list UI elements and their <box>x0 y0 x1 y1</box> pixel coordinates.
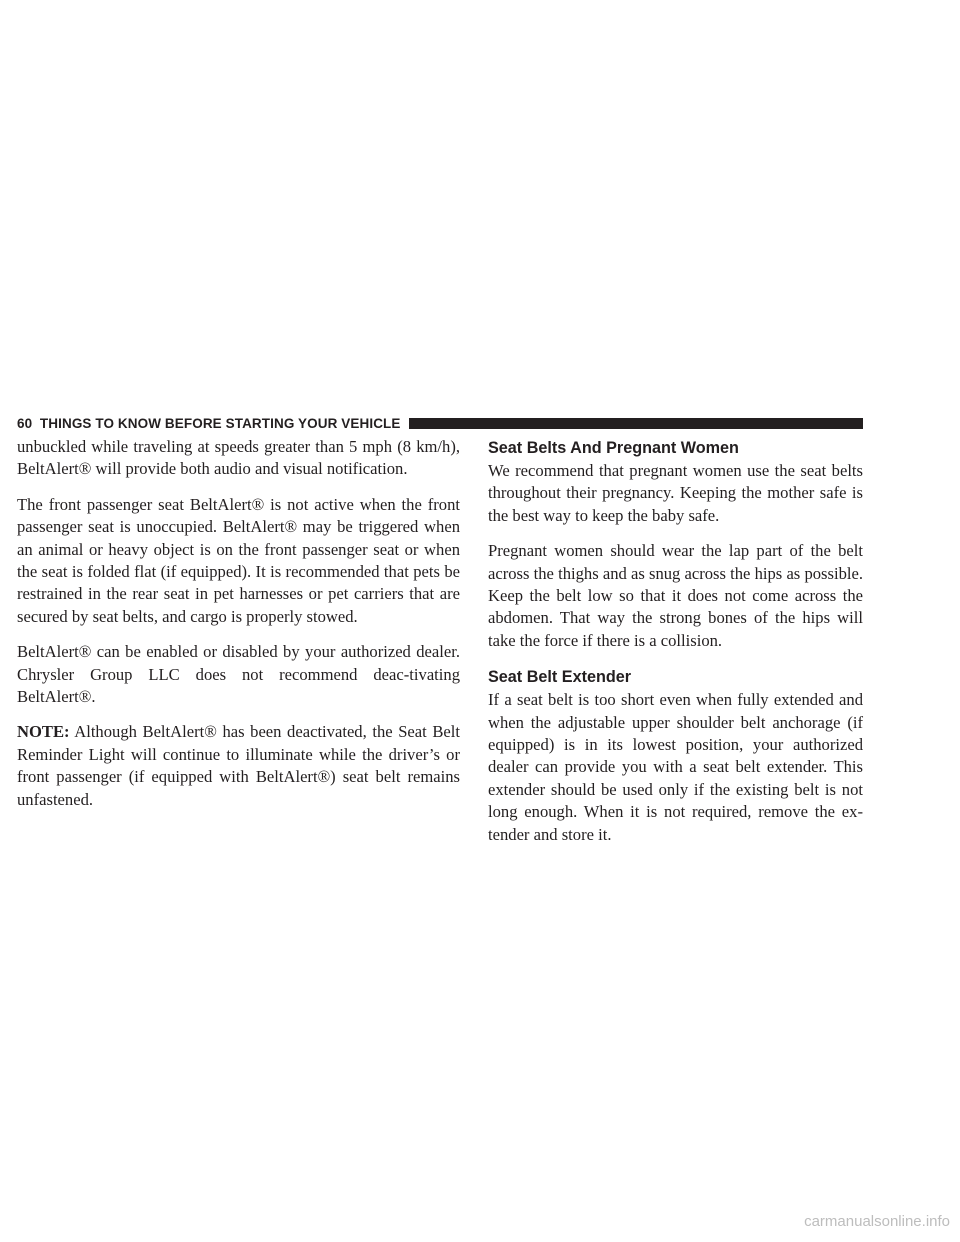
paragraph-pregnant-recommend: We recommend that pregnant women use the seat belts throughout their pregnancy. Keeping the mother safe is the best way to keep the baby safe. <box>488 461 863 525</box>
page-header <box>17 415 863 431</box>
note-paragraph <box>17 721 460 811</box>
page-number: 60 <box>17 415 33 431</box>
note-text: Although BeltAlert® has been deactivated, the Seat Belt Reminder Light will continue to illuminate while the driver’s or front passenger (if equipped with BeltAlert®) seat belt remains unfastened. <box>17 722 460 809</box>
watermark: carmanualsonline.info <box>804 1213 950 1230</box>
right-column <box>488 436 863 859</box>
paragraph-belt-extender: If a seat belt is too short even when fully extended and when the adjustable upper shoulder belt anchorage (if equipped) is in its lowest position, your authorized dealer can provide you with a seat belt extender. This extender should be used only if the existing belt is not long enough. When it is not required, remove the ex-tender and store it. <box>488 690 863 844</box>
paragraph-passenger-beltalert: The front passenger seat BeltAlert® is not active when the front passenger seat is unoccupied. BeltAlert® may be triggered when an animal or heavy object is on the front passenger seat or when the seat is folded flat (if equipped). It is recommended that pets be restrained in the rear seat in pet harnesses or pet carriers that are secured by seat belts, and cargo is properly stowed. <box>17 494 460 626</box>
paragraph-beltalert-notification: unbuckled while traveling at speeds greater than 5 mph (8 km/h), BeltAlert® will provide both audio and visual notification. <box>17 437 460 479</box>
heading-pregnant-women: Seat Belts And Pregnant Women <box>488 439 739 457</box>
section-title: THINGS TO KNOW BEFORE STARTING YOUR VEHICLE <box>39 415 401 431</box>
note-label: NOTE: <box>17 722 70 742</box>
paragraph-lap-belt: Pregnant women should wear the lap part of the belt across the thighs and as snug across the hips as possible. Keep the belt low so that it does not come across the abdomen. That way the strong bones of the hips will take the force if there is a collision. <box>488 541 863 650</box>
header-bar <box>409 418 864 429</box>
header-text <box>17 416 401 431</box>
heading-belt-extender: Seat Belt Extender <box>488 668 632 687</box>
paragraph-enable-disable: BeltAlert® can be enabled or disabled by your authorized dealer. Chrysler Group LLC does not recommend deac-tivating BeltAlert®. <box>17 642 460 707</box>
left-column <box>17 436 460 824</box>
